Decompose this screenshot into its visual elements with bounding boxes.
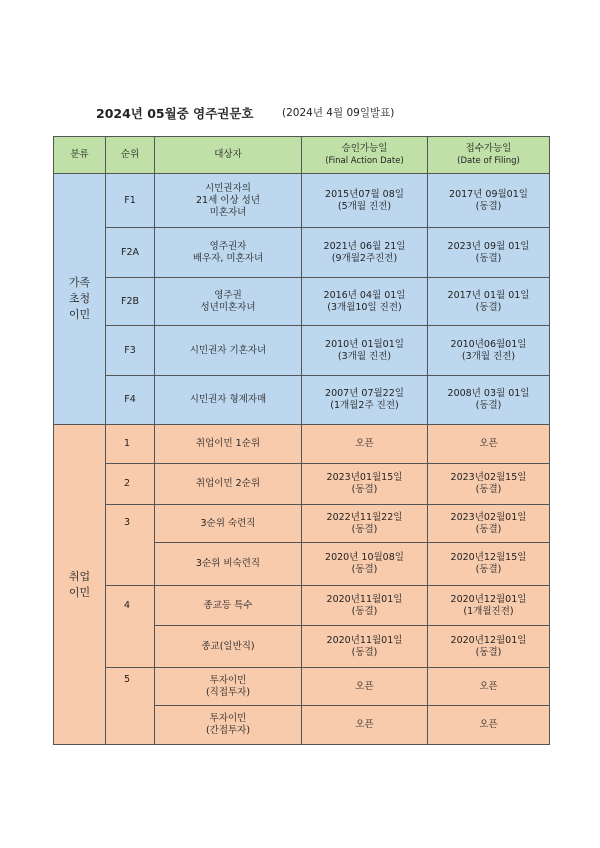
- cell-text-line: 시민권자의: [205, 182, 251, 194]
- target-cell: [155, 326, 302, 376]
- cell-text-line: (동결): [351, 523, 378, 535]
- target-cell: [155, 228, 302, 278]
- cell-text-line: 오픈: [479, 719, 498, 730]
- filing-cell: [428, 278, 550, 326]
- title-row: [0, 104, 600, 124]
- table-row: [54, 586, 550, 626]
- visa-bulletin-table: [53, 136, 550, 745]
- table-row: [54, 278, 550, 326]
- header-row: [54, 137, 550, 174]
- cell-text-line: (동결): [351, 484, 378, 495]
- cell-text-line: 21세 이상 성년: [195, 194, 260, 206]
- cell-text-line: (동결): [475, 252, 502, 264]
- cell-text-line: (동결): [351, 564, 378, 575]
- cell-text-line: 성년미혼자녀: [200, 301, 256, 313]
- cell-text-line: 2017년 01월 01일: [447, 289, 530, 301]
- announcement-date: (2024년 4월 09일발표): [282, 107, 395, 119]
- target-cell: [155, 174, 302, 228]
- header-final-action-en: (Final Action Date): [325, 156, 404, 166]
- table-row: [54, 326, 550, 376]
- rank-cell: 3: [106, 505, 155, 586]
- cell-text-line: (간접투자): [205, 725, 251, 736]
- final-action-cell: [302, 706, 428, 745]
- cell-text-line: 2016년 04월 01일: [323, 289, 406, 301]
- final-action-cell: [302, 425, 428, 464]
- target-cell: [155, 278, 302, 326]
- filing-cell: [428, 326, 550, 376]
- cell-text-line: 2007년 07월22일: [325, 388, 404, 399]
- rank-cell: 5: [106, 668, 155, 745]
- cell-text-line: (3개월 진전): [461, 350, 516, 362]
- header-rank: 순위: [106, 137, 155, 174]
- cell-text-line: (동결): [475, 301, 502, 313]
- cell-text-line: 오픈: [355, 438, 374, 449]
- target-cell: [155, 505, 302, 543]
- cell-text-line: 2020년12월01일: [450, 593, 527, 605]
- filing-cell: [428, 228, 550, 278]
- cell-text-line: (동결): [475, 200, 502, 212]
- header-final-action-ko: 승인가능일: [341, 143, 388, 154]
- cell-text-line: (1개월진전): [463, 605, 514, 617]
- cell-text-line: 가족: [68, 276, 91, 289]
- cell-text-line: 투자이민: [209, 674, 247, 686]
- filing-cell: [428, 425, 550, 464]
- cell-text-line: (1개월2주 진전): [330, 400, 399, 411]
- target-cell: [155, 626, 302, 668]
- cell-text-line: 2021년 06월 21일: [323, 240, 406, 252]
- target-cell: [155, 425, 302, 464]
- target-cell: [155, 586, 302, 626]
- cell-text-line: (동결): [475, 564, 502, 575]
- cell-text-line: 초청: [68, 292, 91, 305]
- cell-text-line: (동결): [475, 484, 502, 495]
- target-cell: [155, 464, 302, 505]
- cell-text-line: 2020년12월01일: [450, 634, 527, 646]
- cell-text-line: 투자이민: [209, 713, 247, 724]
- table-row: [54, 425, 550, 464]
- rank-cell: F3: [106, 326, 155, 376]
- cell-text-line: 2023년01월15일: [326, 472, 403, 483]
- filing-cell: [428, 626, 550, 668]
- target-cell: [155, 543, 302, 586]
- header-filing: [428, 137, 550, 174]
- cell-text-line: 2010년 01월01일: [325, 338, 404, 350]
- cell-text-line: 2020년11월01일: [326, 593, 403, 605]
- cell-text-line: 2017년 09월01일: [449, 188, 528, 200]
- final-action-cell: [302, 228, 428, 278]
- cell-text-line: (동결): [351, 646, 378, 658]
- target-cell: [155, 668, 302, 706]
- cell-text-line: 2020년 10월08일: [325, 552, 404, 563]
- final-action-cell: [302, 278, 428, 326]
- filing-cell: [428, 174, 550, 228]
- cell-text-line: 종교등 특수: [203, 599, 253, 611]
- table-row: [54, 174, 550, 228]
- cell-text-line: 2022년11월22일: [326, 511, 403, 523]
- cell-text-line: (직접투자): [205, 686, 251, 698]
- cell-text-line: 오픈: [355, 719, 374, 730]
- cell-text-line: (동결): [475, 523, 502, 535]
- cell-text-line: (9개월2주진전): [331, 252, 398, 264]
- cell-text-line: 종교(일반직): [201, 640, 255, 652]
- cell-text-line: 2023년02월01일: [450, 511, 527, 523]
- cell-text-line: 이민: [68, 308, 91, 321]
- final-action-cell: [302, 376, 428, 425]
- rank-cell: F2B: [106, 278, 155, 326]
- cell-text-line: (5개월 진전): [337, 200, 392, 212]
- header-filing-ko: 접수가능일: [465, 143, 512, 154]
- final-action-cell: [302, 326, 428, 376]
- cell-text-line: 영주권자: [209, 240, 247, 252]
- final-action-cell: [302, 586, 428, 626]
- category-family: [54, 174, 106, 425]
- filing-cell: [428, 543, 550, 586]
- final-action-cell: [302, 543, 428, 586]
- cell-text-line: 이민: [68, 585, 91, 599]
- cell-text-line: (3개월10일 진전): [327, 301, 402, 313]
- target-cell: [155, 706, 302, 745]
- cell-text-line: (동결): [351, 605, 378, 617]
- final-action-cell: [302, 174, 428, 228]
- cell-text-line: 오픈: [355, 680, 374, 692]
- header-filing-en: (Date of Filing): [457, 156, 520, 166]
- cell-text-line: 배우자, 미혼자녀: [192, 252, 264, 264]
- final-action-cell: [302, 668, 428, 706]
- cell-text-line: 취업이민 2순위: [195, 478, 261, 489]
- rank-cell: F2A: [106, 228, 155, 278]
- cell-text-line: 시민권자 형제자매: [189, 394, 267, 405]
- rank-cell: 4: [106, 586, 155, 668]
- final-action-cell: [302, 464, 428, 505]
- header-final-action: [302, 137, 428, 174]
- target-cell: [155, 376, 302, 425]
- header-category: 분류: [54, 137, 106, 174]
- cell-text-line: 영주권: [214, 289, 242, 301]
- cell-text-line: 2015년07월 08일: [325, 188, 404, 200]
- filing-cell: [428, 505, 550, 543]
- rank-cell: F1: [106, 174, 155, 228]
- header-target: 대상자: [155, 137, 302, 174]
- cell-text-line: 오픈: [479, 438, 498, 449]
- filing-cell: [428, 586, 550, 626]
- cell-text-line: 3순위 비숙련직: [195, 558, 261, 569]
- table-row: [54, 464, 550, 505]
- cell-text-line: 2020년12월15일: [450, 552, 527, 563]
- category-employment: [54, 425, 106, 745]
- cell-text-line: 2023년 09월 01일: [447, 240, 530, 252]
- cell-text-line: 2020년11월01일: [326, 634, 403, 646]
- filing-cell: [428, 706, 550, 745]
- final-action-cell: [302, 626, 428, 668]
- rank-cell: F4: [106, 376, 155, 425]
- cell-text-line: 취업: [68, 569, 91, 583]
- final-action-cell: [302, 505, 428, 543]
- cell-text-line: (동결): [475, 400, 502, 411]
- rank-cell: 1: [106, 425, 155, 464]
- table-row: [54, 376, 550, 425]
- cell-text-line: 2010년06월01일: [450, 338, 527, 350]
- table-row: [54, 505, 550, 543]
- cell-text-line: (동결): [475, 646, 502, 658]
- table-row: [54, 668, 550, 706]
- cell-text-line: 2023년02월15일: [450, 472, 527, 483]
- cell-text-line: 미혼자녀: [209, 206, 247, 218]
- cell-text-line: 3순위 숙련직: [200, 517, 256, 529]
- filing-cell: [428, 668, 550, 706]
- table-row: [54, 228, 550, 278]
- cell-text-line: 2008년 03월 01일: [447, 388, 530, 399]
- filing-cell: [428, 376, 550, 425]
- filing-cell: [428, 464, 550, 505]
- cell-text-line: (3개월 진전): [337, 350, 392, 362]
- cell-text-line: 시민권자 기혼자녀: [189, 344, 267, 356]
- rank-cell: 2: [106, 464, 155, 505]
- cell-text-line: 오픈: [479, 680, 498, 692]
- cell-text-line: 취업이민 1순위: [195, 438, 261, 449]
- page-title: 2024년 05월중 영주권문호: [96, 106, 254, 121]
